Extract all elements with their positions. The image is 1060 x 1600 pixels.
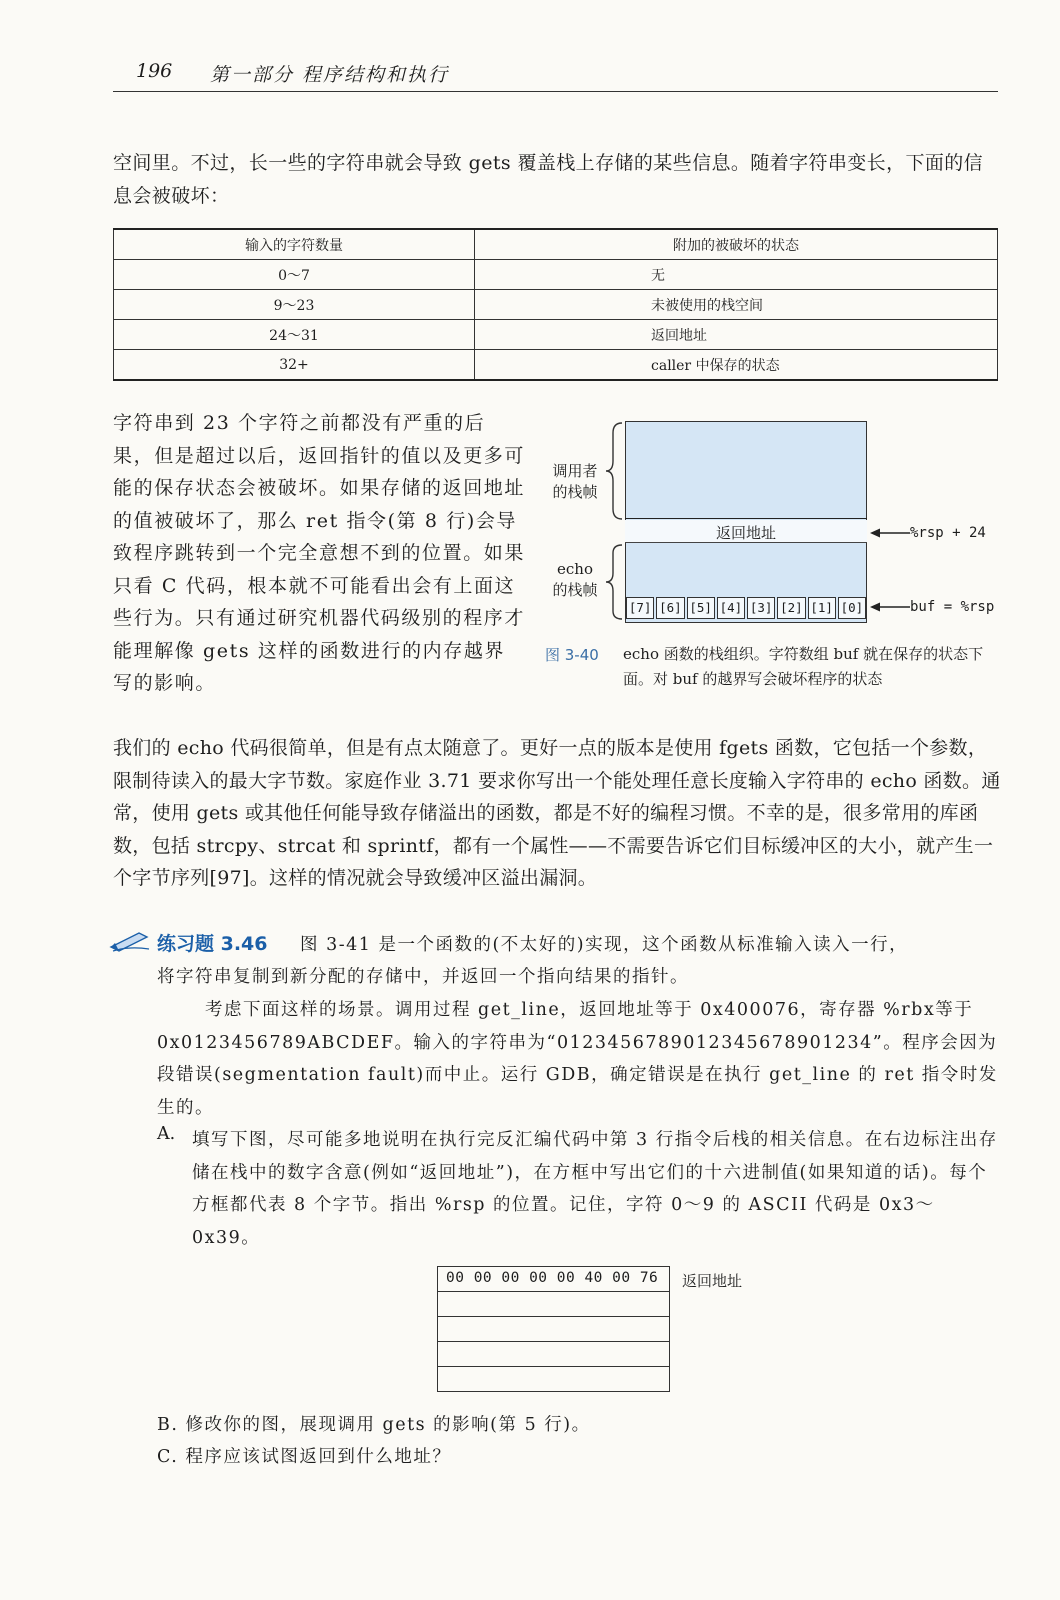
buf-cell: [3] [747,597,775,619]
answer-hex-value: 00 00 00 00 00 40 00 76 [446,1270,659,1286]
table-row [114,320,998,350]
buf-rsp-label: buf = %rsp [910,599,995,615]
table-row [114,260,998,290]
answer-row [438,1292,669,1317]
table-row [114,350,998,381]
table-cell: 未被使用的栈空间 [475,290,998,320]
caller-brace-icon [604,421,624,521]
corruption-table [113,228,998,381]
table-cell: 0～7 [114,260,475,290]
exercise-title: 练习题 3.46 [157,933,268,955]
buf-cell: [5] [687,597,715,619]
figure-caption: echo 函数的栈组织。字符数组 buf 就在保存的状态下面。对 buf 的越界写会破坏程序的状态 [623,645,984,688]
exercise-line-1: 图 3-41 是一个函数的(不太好的)实现，这个函数从标准输入读入一行， [300,935,909,955]
answer-row [438,1317,669,1342]
figure-number: 图 3-40 [545,646,599,664]
table-cell: 24～31 [114,320,475,350]
body-paragraph-2: 我们的 echo 代码很简单，但是有点太随意了。更好一点的版本是使用 fgets 函数，它包括一个参数，限制待读入的最大字节数。家庭作业 3.71 要求你写出一个能处理任意长度输入字符串的 echo 函数。通常，使用 gets 或其他任何能导致存储溢出的函数，都是不好的编程习惯。不幸的是，很多常用的库函数，包括 strcpy、strcat 和 sprintf，都有一个属性——不需要告诉它们目标缓冲区的大小，就产生一个字节序列[97]。这样的情况就会导致缓冲区溢出漏洞。 [113,737,1001,889]
table-header-row [114,229,998,260]
table-header: 输入的字符数量 [114,229,475,260]
answer-return-label: 返回地址 [682,1272,743,1290]
exercise-line-2: 将字符串复制到新分配的存储中，并返回一个指向结果的指针。 [157,967,689,987]
rsp-pointer [870,599,994,615]
buf-cell: [6] [656,597,684,619]
caller-frame-label: 调用者 的栈帧 [552,462,598,501]
buf-cell: [7] [626,597,654,619]
left-arrow-icon [870,600,910,614]
return-address-label: 返回地址 [715,524,776,542]
table-cell: 9～23 [114,290,475,320]
table-cell: 无 [475,260,998,290]
header-rule [113,91,998,92]
pencil-icon [109,927,151,953]
part-b-text: B. 修改你的图，展现调用 gets 的影响(第 5 行)。 [157,1415,591,1435]
buf-array [625,596,867,620]
part-c-text: C. 程序应该试图返回到什么地址？ [157,1447,452,1467]
buf-cell: [1] [808,597,836,619]
running-title: 第一部分 程序结构和执行 [210,64,450,86]
table-row [114,290,998,320]
part-a-label: A. [157,1124,176,1144]
part-a-text: 填写下图，尽可能多地说明在执行完反汇编代码中第 3 行指令后栈的相关信息。在右边标注出存储在栈中的数字含意(例如“返回地址”)，在方框中写出它们的十六进制值(如果知道的话)。每个方框都代表 8 个字节。指出 %rsp 的位置。记住，字符 0～9 的 ASCII 代码是 0x3～0x39。 [192,1130,998,1248]
exercise-scenario: 考虑下面这样的场景。调用过程 get_line，返回地址等于 0x400076，寄存器 %rbx等于 0x0123456789ABCDEF。输入的字符串为“0123456789012345678901234”。程序会因为段错误(segmentation fault)而中止。运行 GDB，确定错误是在执行 get_line 的 ret 指令时发生的。 [157,1000,998,1118]
table-header: 附加的被破坏的状态 [475,229,998,260]
buf-cell: [0] [838,597,866,619]
intro-paragraph: 空间里。不过，长一些的字符串就会导致 gets 覆盖栈上存储的某些信息。随着字符串变长，下面的信息会被破坏： [113,152,984,207]
frame-divider [625,518,867,519]
echo-brace-icon [604,543,624,621]
buf-cell: [2] [777,597,805,619]
table-cell: caller 中保存的状态 [475,350,998,381]
table-cell: 返回地址 [475,320,998,350]
rsp24-label: %rsp + 24 [910,525,986,541]
left-arrow-icon [870,526,910,540]
body-paragraph-1: 字符串到 23 个字符之前都没有严重的后果，但是超过以后，返回指针的值以及更多可能的保存状态会被破坏。如果存储的返回地址的值被破坏了，那么 ret 指令(第 8 行)会导致程序跳转到一个完全意想不到的位置。如果只看 C 代码，根本就不可能看出会有上面这些行为。只有通过研究机器代码级别的程序才能理解像 gets 这样的函数进行的内存越界写的影响。 [113,412,526,694]
table-cell: 32+ [114,350,475,381]
buf-cell: [4] [717,597,745,619]
echo-frame-label: echo 的栈帧 [552,560,598,599]
page-number: 196 [136,60,173,82]
answer-row [438,1342,669,1367]
rsp24-pointer [870,525,986,541]
